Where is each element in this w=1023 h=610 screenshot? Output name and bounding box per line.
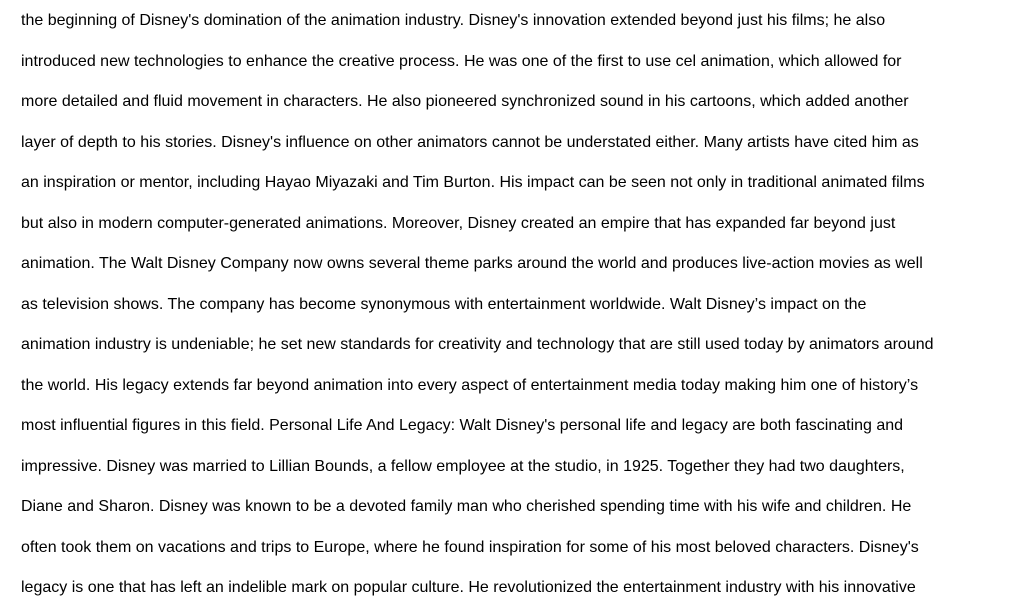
text-line-4: layer of depth to his stories. Disney's influence on other animators cannot be understated either. Many artists have cited him as bbox=[21, 133, 919, 151]
text-line-14: often took them on vacations and trips to Europe, where he found inspiration for some of his most beloved characters. Disney's bbox=[21, 538, 919, 556]
text-line-2: introduced new technologies to enhance the creative process. He was one of the first to use cel animation, which allowed for bbox=[21, 52, 902, 70]
document-body bbox=[21, 1, 1021, 609]
text-line-6: but also in modern computer-generated animations. Moreover, Disney created an empire that has expanded far beyond just bbox=[21, 214, 896, 232]
text-line-12: impressive. Disney was married to Lillian Bounds, a fellow employee at the studio, in 1925. Together they had two daughters, bbox=[21, 457, 905, 475]
text-line-13: Diane and Sharon. Disney was known to be a devoted family man who cherished spending time with his wife and children. He bbox=[21, 498, 912, 515]
text-line-11: most influential figures in this field. Personal Life And Legacy: Walt Disney's personal life and legacy are both fascinating and bbox=[21, 417, 904, 434]
text-line-10: the world. His legacy extends far beyond animation into every aspect of entertainment media today making him one of history’s bbox=[21, 376, 919, 394]
text-line-3: more detailed and fluid movement in characters. He also pioneered synchronized sound in his cartoons, which added another bbox=[21, 93, 909, 110]
text-line-5: an inspiration or mentor, including Hayao Miyazaki and Tim Burton. His impact can be seen not only in traditional animated films bbox=[21, 174, 925, 191]
text-line-15: legacy is one that has left an indelible mark on popular culture. He revolutionized the entertainment industry with his innovative bbox=[21, 579, 916, 596]
text-line-1: the beginning of Disney's domination of the animation industry. Disney's innovation extended beyond just his films; he also bbox=[21, 12, 886, 29]
text-line-8: as television shows. The company has become synonymous with entertainment worldwide. Walt Disney’s impact on the bbox=[21, 295, 867, 313]
text-line-7: animation. The Walt Disney Company now owns several theme parks around the world and produces live-action movies as well bbox=[21, 255, 923, 272]
text-line-9: animation industry is undeniable; he set new standards for creativity and technology that are still used today by animators around bbox=[21, 336, 934, 353]
